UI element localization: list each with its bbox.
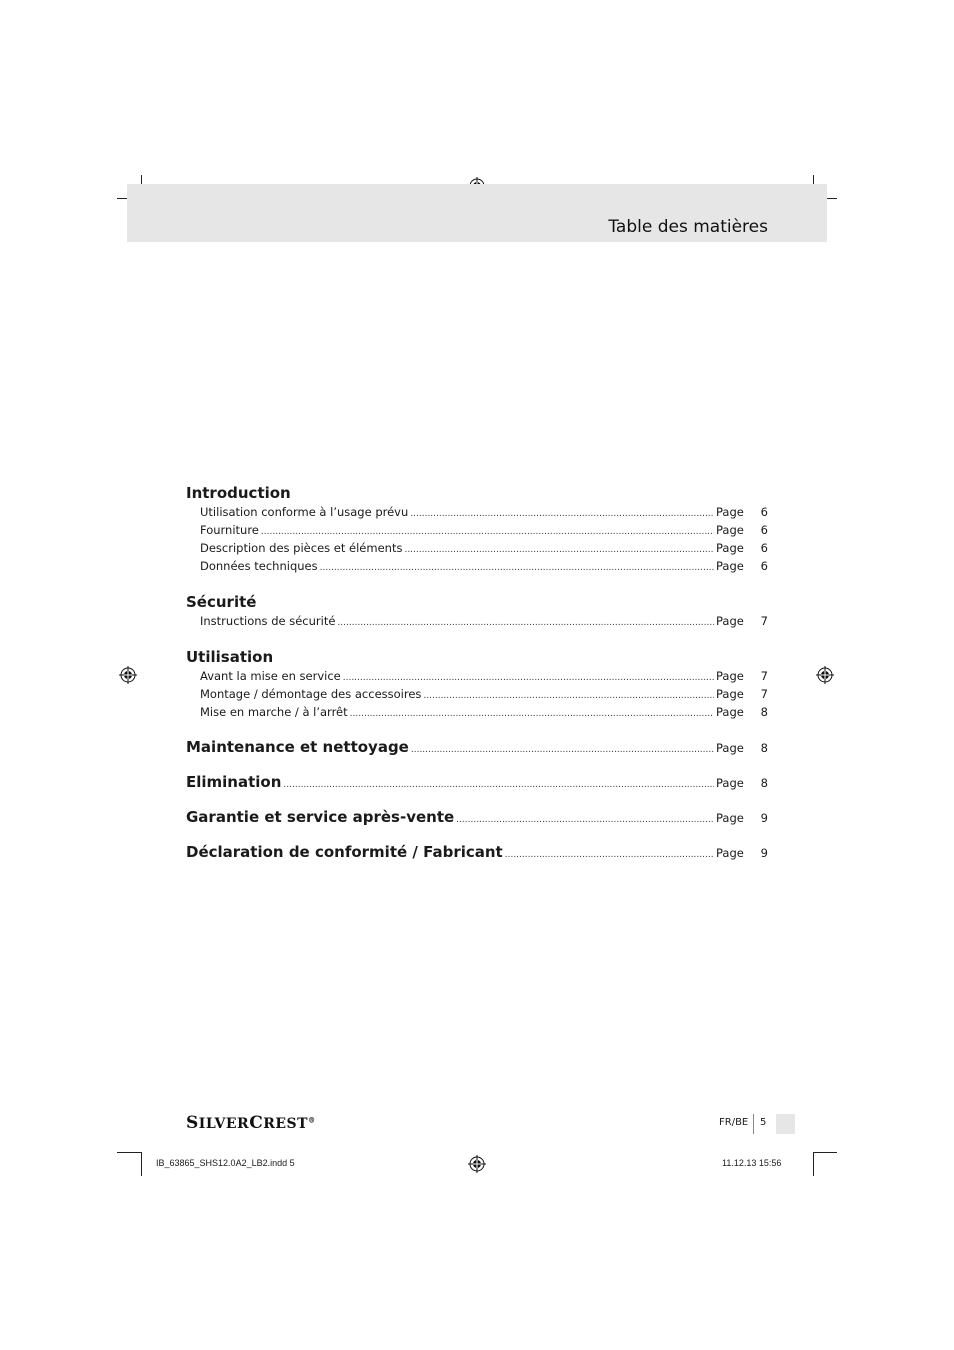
silvercrest-logo: SILVERCREST®	[186, 1113, 316, 1133]
toc-entry[interactable]	[186, 612, 768, 630]
toc-page-number: 7	[760, 687, 768, 701]
toc-section-title: Introduction	[186, 484, 291, 502]
crop-mark-bottom-left-v	[141, 1152, 142, 1176]
toc-page-number: 6	[760, 523, 768, 537]
toc-page-number: 9	[760, 811, 768, 825]
footer-divider	[753, 1114, 754, 1134]
registration-mark-icon	[816, 666, 834, 684]
toc-entry-label: Utilisation conforme à l’usage prévu	[200, 505, 409, 519]
toc-main-entry[interactable]	[186, 737, 768, 757]
dot-leader	[411, 740, 714, 760]
footer-page-number: 5	[760, 1117, 767, 1128]
toc-entry-label: Maintenance et nettoyage	[186, 738, 409, 756]
table-of-contents	[186, 483, 768, 862]
toc-entry-label: Avant la mise en service	[200, 669, 341, 683]
crop-mark-bottom-right-v	[813, 1152, 814, 1176]
header-band	[127, 184, 827, 242]
toc-page-word: Page	[716, 614, 744, 628]
toc-page-number: 7	[760, 614, 768, 628]
dot-leader	[283, 775, 714, 795]
toc-entry[interactable]	[186, 685, 768, 703]
toc-page-word: Page	[716, 505, 744, 519]
toc-section-utilisation	[186, 647, 768, 721]
toc-entry-label: Déclaration de conformité / Fabricant	[186, 843, 503, 861]
toc-page-number: 6	[760, 505, 768, 519]
toc-entry-label: Instructions de sécurité	[200, 614, 336, 628]
toc-entry[interactable]	[186, 503, 768, 521]
toc-entry-label: Mise en marche / à l’arrêt	[200, 705, 348, 719]
toc-page-word: Page	[716, 811, 744, 825]
toc-entry-label: Fourniture	[200, 523, 259, 537]
toc-section-title: Utilisation	[186, 648, 274, 666]
toc-page-word: Page	[716, 559, 744, 573]
toc-main-entry[interactable]	[186, 807, 768, 827]
dot-leader	[337, 614, 714, 632]
page-title: Table des matières	[608, 217, 768, 237]
toc-entry[interactable]	[186, 539, 768, 557]
dot-leader	[456, 810, 714, 830]
dot-leader	[505, 845, 714, 865]
dot-leader	[350, 705, 714, 723]
registration-mark-icon	[468, 1155, 486, 1173]
footer-language: FR/BE	[719, 1117, 749, 1128]
toc-page-number: 6	[760, 541, 768, 555]
toc-page-number: 9	[760, 846, 768, 860]
toc-section-title: Sécurité	[186, 593, 257, 611]
print-slug-date: 11.12.13 15:56	[722, 1158, 782, 1168]
toc-entry[interactable]	[186, 703, 768, 721]
toc-entry-label: Garantie et service après-vente	[186, 808, 455, 826]
toc-page-word: Page	[716, 776, 744, 790]
toc-page-word: Page	[716, 523, 744, 537]
toc-page-number: 6	[760, 559, 768, 573]
dot-leader	[320, 559, 714, 577]
toc-page-number: 8	[760, 741, 768, 755]
crop-mark-bottom-left-h	[117, 1152, 141, 1153]
toc-page-number: 7	[760, 669, 768, 683]
toc-page-word: Page	[716, 541, 744, 555]
toc-section-securite	[186, 592, 768, 630]
toc-entry-label: Elimination	[186, 773, 282, 791]
toc-main-entry[interactable]	[186, 772, 768, 792]
toc-entry[interactable]	[186, 667, 768, 685]
toc-entry-label: Description des pièces et éléments	[200, 541, 403, 555]
toc-entry[interactable]	[186, 557, 768, 575]
toc-section-introduction	[186, 483, 768, 575]
toc-page-word: Page	[716, 687, 744, 701]
toc-page-word: Page	[716, 705, 744, 719]
toc-entry[interactable]	[186, 521, 768, 539]
toc-entry-label: Données techniques	[200, 559, 318, 573]
toc-entry-label: Montage / démontage des accessoires	[200, 687, 422, 701]
toc-page-word: Page	[716, 741, 744, 755]
crop-mark-bottom-right-h	[813, 1152, 837, 1153]
toc-page-word: Page	[716, 669, 744, 683]
toc-main-entry[interactable]	[186, 842, 768, 862]
registration-mark-icon	[119, 666, 137, 684]
toc-page-number: 8	[760, 705, 768, 719]
toc-page-number: 8	[760, 776, 768, 790]
toc-page-word: Page	[716, 846, 744, 860]
print-slug-file: IB_63865_SHS12.0A2_LB2.indd 5	[156, 1158, 295, 1168]
footer-tab-box	[776, 1114, 795, 1134]
